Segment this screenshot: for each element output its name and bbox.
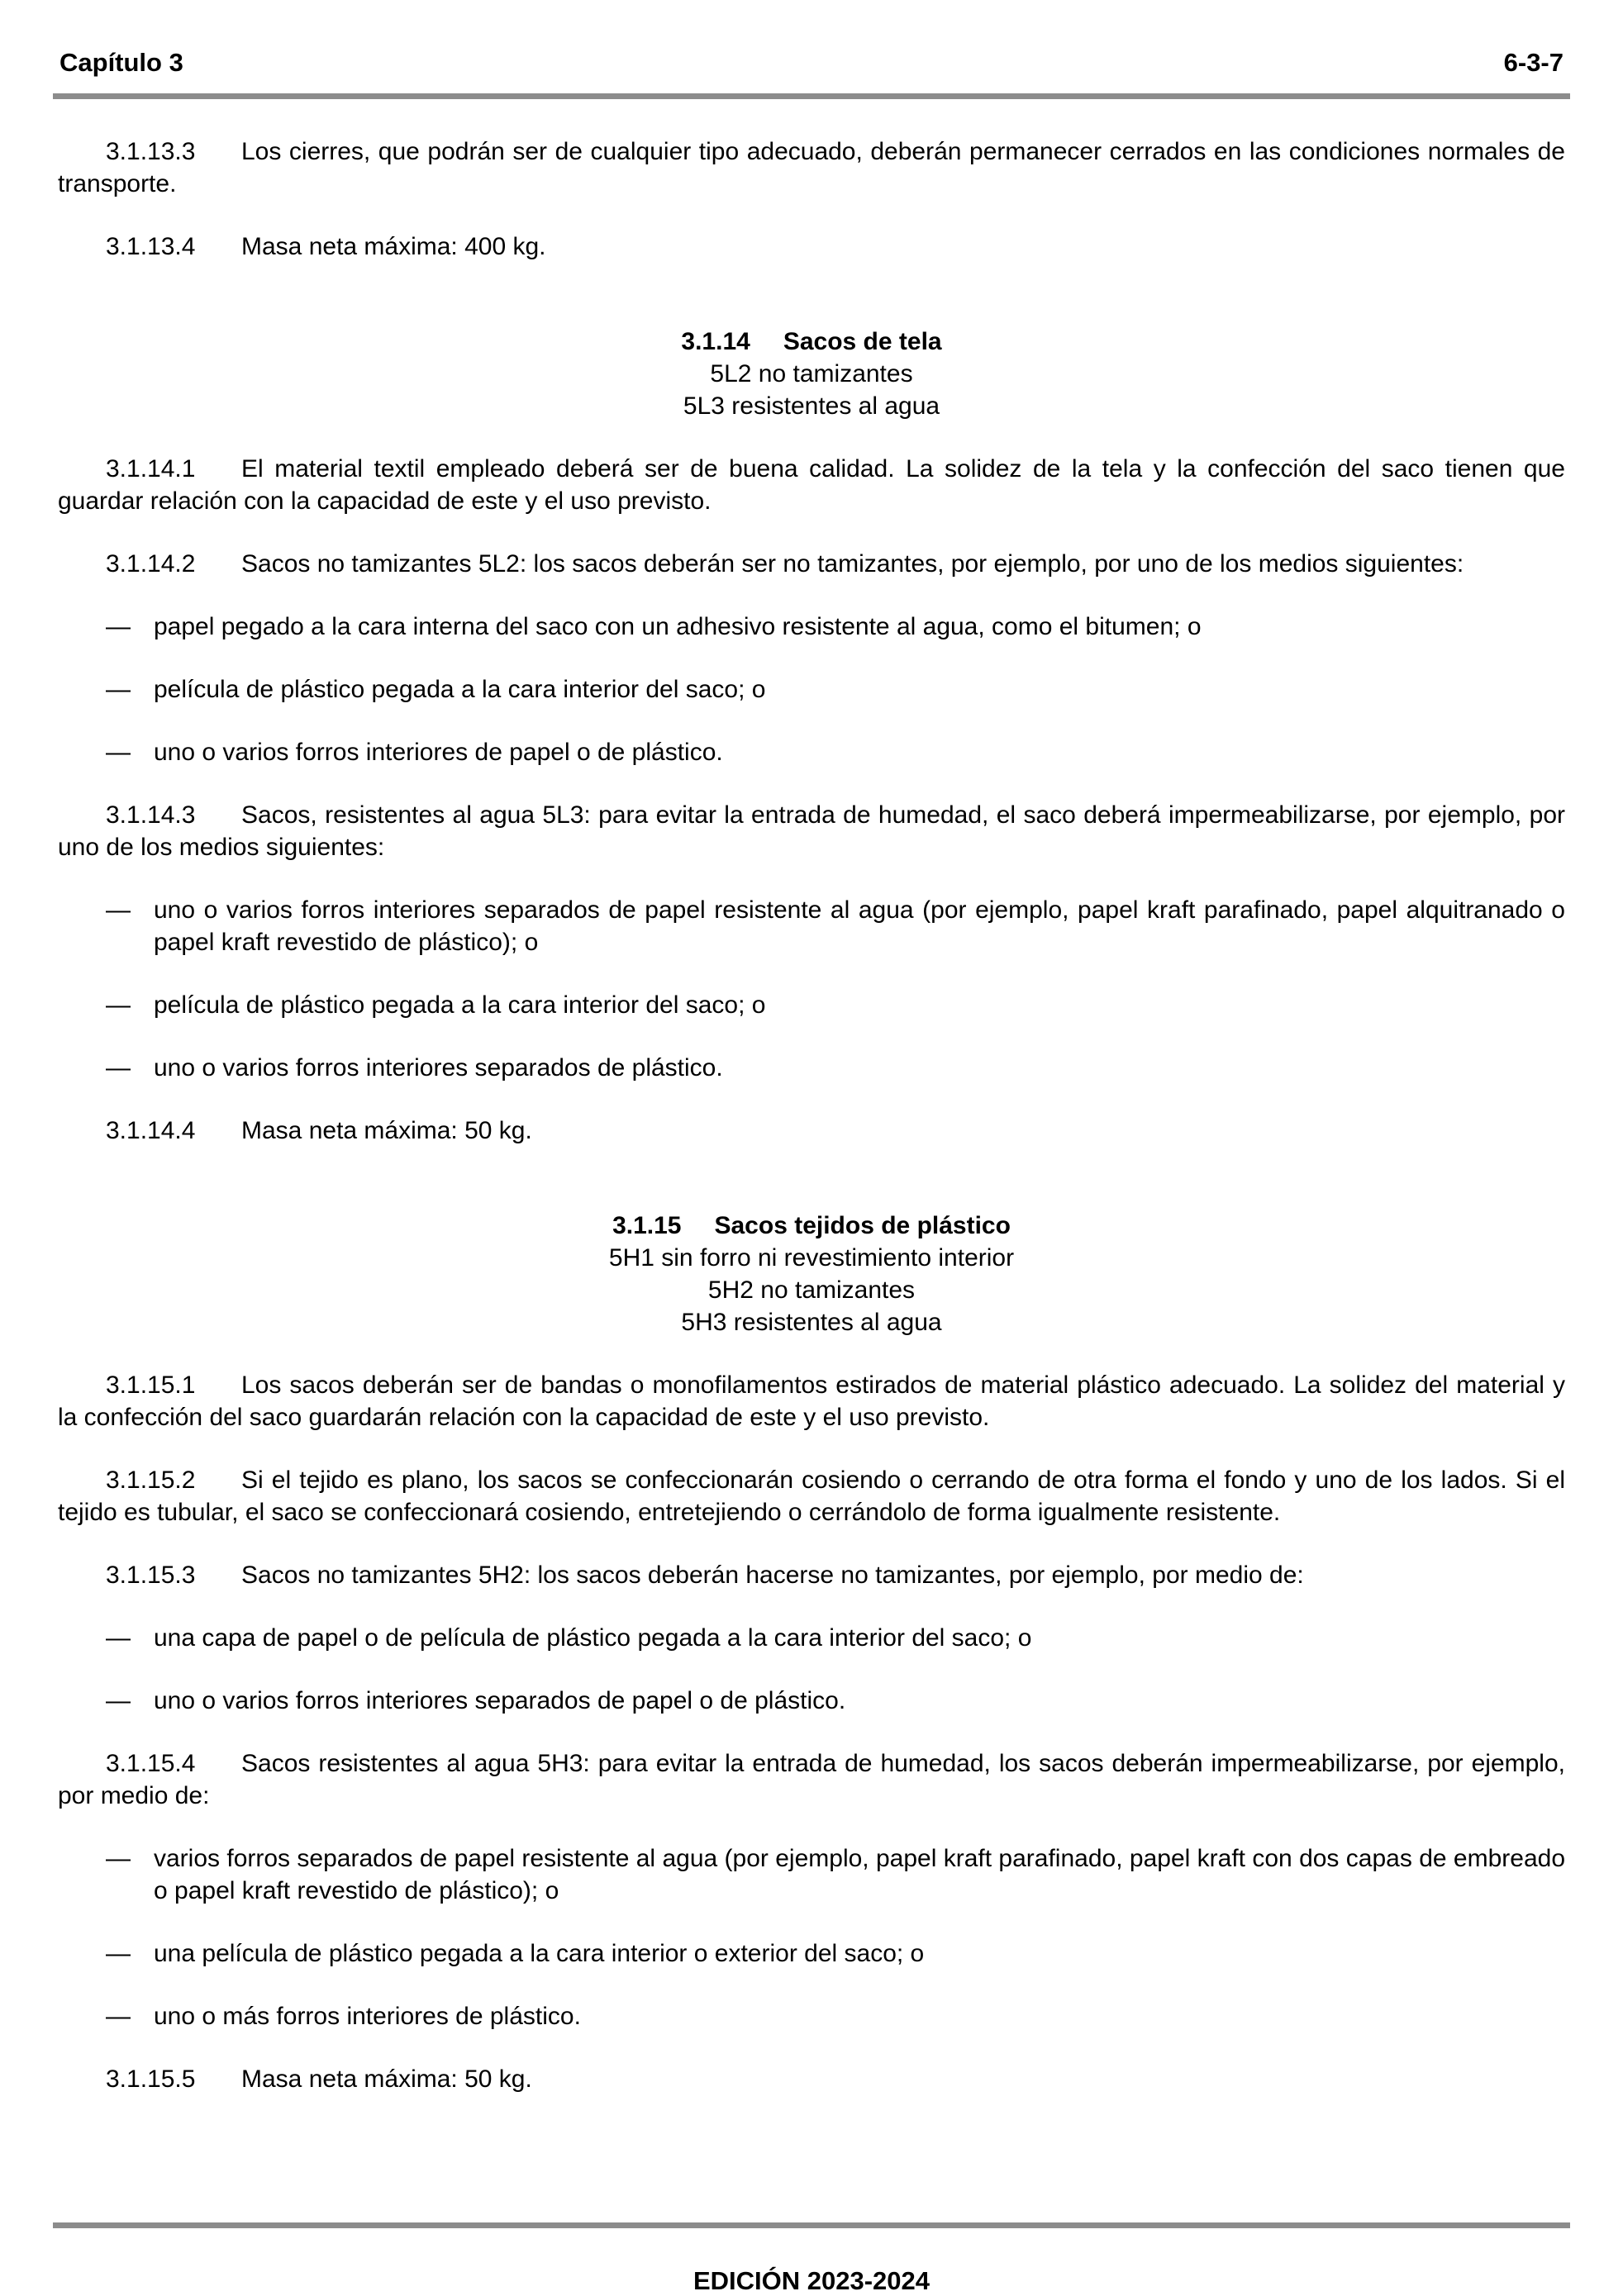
section-number: 3.1.14: [681, 328, 750, 355]
bullet-item: [58, 611, 1565, 643]
bullet-text: una película de plástico pegada a la cara interior o exterior del saco; o: [154, 1940, 925, 1967]
paragraph-number: 3.1.14.2: [106, 550, 196, 578]
dash-bullet-icon: —: [106, 2003, 131, 2030]
paragraph-text: Sacos, resistentes al agua 5L3: para evitar la entrada de humedad, el saco deberá impermeabilizarse, por ejemplo, por uno de los medios siguientes:: [58, 801, 1565, 861]
bullet-item: [58, 1622, 1565, 1654]
paragraph-3-1-15-2: [58, 1464, 1565, 1528]
bullet-item: [58, 2000, 1565, 2032]
paragraph-number: 3.1.15.3: [106, 1562, 196, 1589]
paragraph-text: El material textil empleado deberá ser de buena calidad. La solidez de la tela y la confección del saco tienen que guardar relación con la capacidad de este y el uso previsto.: [58, 455, 1565, 515]
paragraph-number: 3.1.15.4: [106, 1750, 196, 1777]
bullet-text: una capa de papel o de película de plástico pegada a la cara interior del saco; o: [154, 1624, 1032, 1652]
paragraph-text: Sacos no tamizantes 5L2: los sacos deberán ser no tamizantes, por ejemplo, por uno de los medios siguientes:: [241, 550, 1464, 578]
dash-bullet-icon: —: [106, 1054, 131, 1081]
section-title: [58, 326, 1565, 358]
paragraph-number: 3.1.13.4: [106, 233, 196, 260]
page-header: [58, 48, 1565, 81]
dash-bullet-icon: —: [106, 1624, 131, 1652]
paragraph-text: Masa neta máxima: 50 kg.: [241, 2065, 532, 2093]
paragraph-text: Los cierres, que podrán ser de cualquier tipo adecuado, deberán permanecer cerrados en las condiciones normales de transporte.: [58, 138, 1565, 197]
bullet-item: [58, 894, 1565, 958]
bullet-text: varios forros separados de papel resistente al agua (por ejemplo, papel kraft parafinado, papel kraft con dos capas de embreado o papel kraft revestido de plástico); o: [154, 1845, 1565, 1904]
section-name: Sacos tejidos de plástico: [714, 1212, 1011, 1239]
section-subline: 5L2 no tamizantes: [710, 360, 913, 387]
section-heading-3-1-14: [58, 326, 1565, 422]
paragraph-3-1-15-4: [58, 1747, 1565, 1812]
header-rule: [53, 93, 1570, 99]
edition-footer: EDICIÓN 2023-2024: [693, 2266, 930, 2295]
paragraph-number: 3.1.15.2: [106, 1466, 196, 1494]
dash-bullet-icon: —: [106, 739, 131, 766]
paragraph-number: 3.1.15.1: [106, 1371, 196, 1399]
dash-bullet-icon: —: [106, 1687, 131, 1714]
dash-bullet-icon: —: [106, 676, 131, 703]
footer-rule: [53, 2222, 1570, 2228]
paragraph-number: 3.1.13.3: [106, 138, 196, 165]
section-title: [58, 1210, 1565, 1242]
paragraph-3-1-13-3: [58, 135, 1565, 200]
bullet-text: película de plástico pegada a la cara interior del saco; o: [154, 676, 766, 703]
paragraph-text: Masa neta máxima: 400 kg.: [241, 233, 546, 260]
bullet-item: [58, 673, 1565, 706]
bullet-item: [58, 989, 1565, 1021]
paragraph-text: Los sacos deberán ser de bandas o monofilamentos estirados de material plástico adecuado. La solidez del material y la confección del saco guardarán relación con la capacidad de este y el uso previsto.: [58, 1371, 1565, 1431]
paragraph-3-1-14-2: [58, 548, 1565, 580]
bullet-item: [58, 736, 1565, 768]
bullet-text: película de plástico pegada a la cara interior del saco; o: [154, 991, 766, 1019]
section-number: 3.1.15: [612, 1212, 682, 1239]
paragraph-number: 3.1.14.4: [106, 1117, 196, 1144]
paragraph-3-1-15-3: [58, 1559, 1565, 1591]
section-subline: 5H2 no tamizantes: [707, 1276, 916, 1304]
section-name: Sacos de tela: [783, 328, 942, 355]
paragraph-text: Masa neta máxima: 50 kg.: [241, 1117, 532, 1144]
paragraph-3-1-14-1: [58, 453, 1565, 517]
paragraph-number: 3.1.14.1: [106, 455, 196, 482]
paragraph-3-1-14-3: [58, 799, 1565, 863]
bullet-text: uno o varios forros interiores separados de plástico.: [154, 1054, 723, 1081]
dash-bullet-icon: —: [106, 1940, 131, 1967]
paragraph-text: Si el tejido es plano, los sacos se confeccionarán cosiendo o cerrando de otra forma el fondo y uno de los lados. Si el tejido es tubular, el saco se confeccionará cosiendo, entretejiendo o cerrándolo de forma igualmente resistente.: [58, 1466, 1565, 1526]
bullet-item: [58, 1842, 1565, 1907]
chapter-title: Capítulo 3: [59, 48, 183, 77]
dash-bullet-icon: —: [106, 991, 131, 1019]
section-subline: 5H3 resistentes al agua: [681, 1309, 942, 1336]
paragraph-number: 3.1.15.5: [106, 2065, 196, 2093]
paragraph-number: 3.1.14.3: [106, 801, 196, 829]
section-subline: 5L3 resistentes al agua: [683, 392, 940, 420]
dash-bullet-icon: —: [106, 1845, 131, 1872]
bullet-text: uno o más forros interiores de plástico.: [154, 2003, 581, 2030]
bullet-text: uno o varios forros interiores separados de papel resistente al agua (por ejemplo, papel kraft parafinado, papel alquitranado o papel kraft revestido de plástico); o: [154, 896, 1565, 956]
paragraph-text: Sacos no tamizantes 5H2: los sacos deberán hacerse no tamizantes, por ejemplo, por medio de:: [241, 1562, 1304, 1589]
paragraph-text: Sacos resistentes al agua 5H3: para evitar la entrada de humedad, los sacos deberán impermeabilizarse, por ejemplo, por medio de:: [58, 1750, 1565, 1809]
dash-bullet-icon: —: [106, 613, 131, 640]
bullet-text: uno o varios forros interiores separados de papel o de plástico.: [154, 1687, 846, 1714]
paragraph-3-1-15-5: [58, 2063, 1565, 2095]
bullet-item: [58, 1052, 1565, 1084]
bullet-item: [58, 1685, 1565, 1717]
paragraph-3-1-14-4: [58, 1115, 1565, 1147]
page-number: 6-3-7: [1503, 48, 1564, 77]
paragraph-3-1-13-4: [58, 231, 1565, 263]
section-heading-3-1-15: [58, 1210, 1565, 1338]
bullet-text: uno o varios forros interiores de papel o de plástico.: [154, 739, 723, 766]
dash-bullet-icon: —: [106, 896, 131, 924]
page-content: [58, 135, 1565, 2126]
section-subline: 5H1 sin forro ni revestimiento interior: [608, 1244, 1015, 1272]
bullet-item: [58, 1937, 1565, 1970]
bullet-text: papel pegado a la cara interna del saco con un adhesivo resistente al agua, como el bitumen; o: [154, 613, 1202, 640]
paragraph-3-1-15-1: [58, 1369, 1565, 1433]
